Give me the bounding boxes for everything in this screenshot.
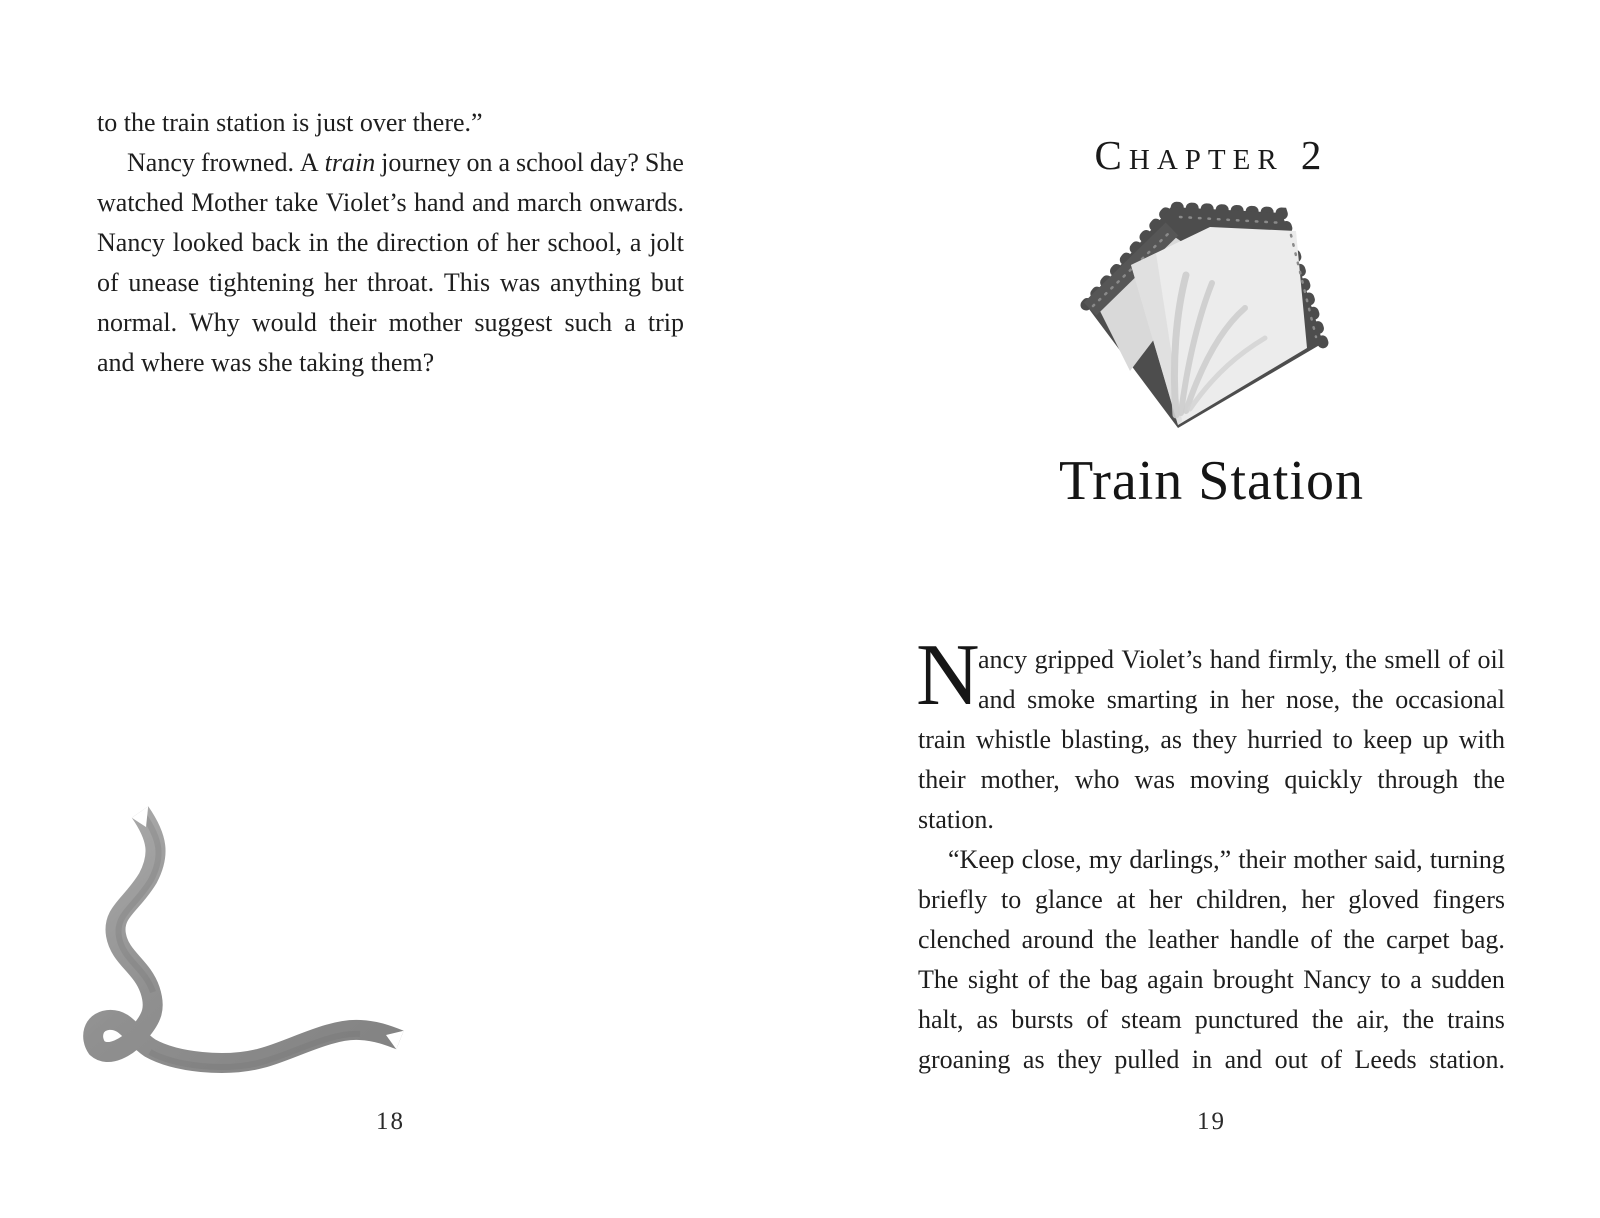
text-line: station. xyxy=(918,805,994,834)
right-paragraphs xyxy=(918,640,1505,1080)
text-line: halt, as bursts of steam punctured the air, the trains xyxy=(918,1005,1505,1034)
text-line: and smoke smarting in her nose, the occasional xyxy=(978,685,1505,714)
left-page-text xyxy=(97,103,684,383)
right-page-text xyxy=(916,627,1505,1080)
text-line: The sight of the bag again brought Nancy to a sudden xyxy=(918,965,1505,994)
text-line: Nancy frowned. A train journey on a school day? She xyxy=(127,148,684,177)
paragraph xyxy=(97,143,684,383)
handkerchief-svg xyxy=(1060,203,1330,435)
text-line: of unease tightening her throat. This was anything but xyxy=(97,268,684,297)
text-line: clenched around the leather handle of the carpet bag. xyxy=(918,925,1505,954)
text-line: normal. Why would their mother suggest such a trip xyxy=(97,308,684,337)
paragraph xyxy=(97,103,684,143)
page-number-right: 19 xyxy=(1197,1108,1226,1135)
ribbon-flourish-illustration xyxy=(88,782,428,1072)
chapter-title: Train Station xyxy=(1059,450,1364,512)
text-line: ancy gripped Violet’s hand firmly, the smell of oil xyxy=(978,645,1505,674)
text-line: and where was she taking them? xyxy=(97,348,435,377)
text-line: to the train station is just over there.” xyxy=(97,108,483,137)
text-line: Nancy looked back in the direction of her school, a jolt xyxy=(97,228,684,257)
text-line: briefly to glance at her children, her gloved fingers xyxy=(918,885,1505,914)
paragraph xyxy=(918,640,1505,840)
handkerchief-illustration xyxy=(1060,203,1330,435)
text-line: their mother, who was moving quickly through the xyxy=(918,765,1505,794)
text-line: train whistle blasting, as they hurried to keep up with xyxy=(918,725,1505,754)
paragraph xyxy=(918,840,1505,1080)
ribbon-flourish-svg xyxy=(88,782,428,1072)
page-number-left: 18 xyxy=(376,1108,405,1135)
text-line: watched Mother take Violet’s hand and march onwards. xyxy=(97,188,684,217)
drop-cap: N xyxy=(916,627,980,724)
chapter-label: Chapter 2 xyxy=(1094,132,1329,178)
text-line: “Keep close, my darlings,” their mother said, turning xyxy=(948,845,1505,874)
text-line: groaning as they pulled in and out of Leeds station. xyxy=(918,1045,1505,1074)
